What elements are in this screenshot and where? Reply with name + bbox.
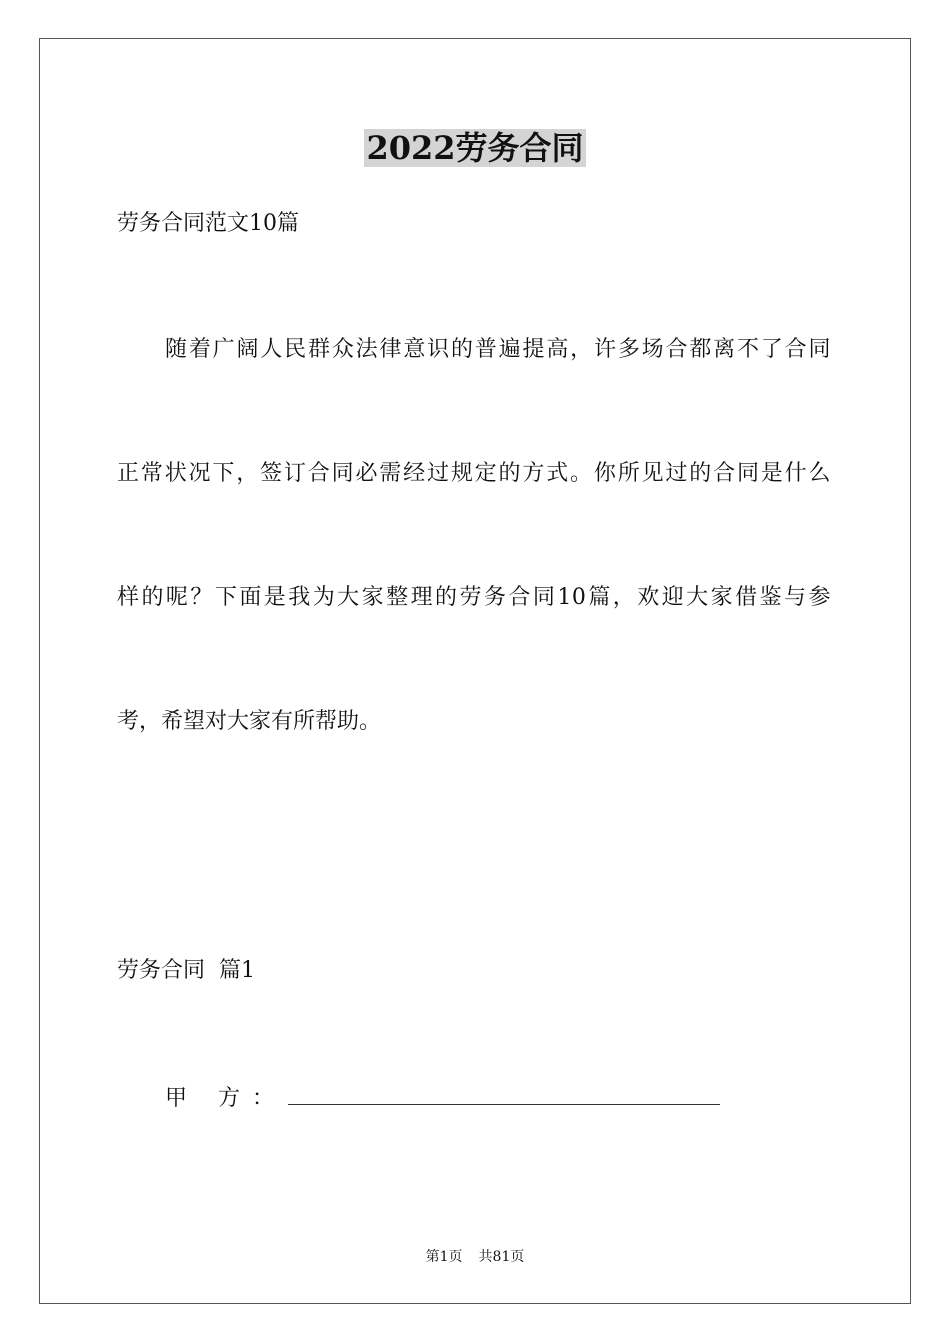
intro-paragraph-line-3: 样的呢？下面是我为大家整理的劳务合同10篇，欢迎大家借鉴与参 [117, 585, 831, 610]
party-a-label: 甲 方： [165, 1086, 286, 1111]
document-subtitle: 劳务合同范文10篇 [117, 211, 299, 236]
intro-paragraph-line-4: 考，希望对大家有所帮助。 [117, 709, 382, 734]
document-title-text: 2022劳务合同 [366, 129, 584, 167]
page-footer [0, 1247, 950, 1267]
intro-paragraph-line-2: 正常状况下，签订合同必需经过规定的方式。你所见过的合同是什么 [117, 461, 831, 486]
section-heading: 劳务合同 篇1 [117, 958, 255, 983]
document-title [0, 128, 950, 168]
intro-paragraph-line-1: 随着广阔人民群众法律意识的普遍提高，许多场合都离不了合同 [165, 337, 831, 362]
page-number-current: 第1页 [425, 1249, 463, 1265]
party-a-row [165, 1082, 720, 1114]
party-a-blank-field[interactable] [288, 1082, 720, 1105]
page-number-total: 共81页 [478, 1249, 525, 1265]
